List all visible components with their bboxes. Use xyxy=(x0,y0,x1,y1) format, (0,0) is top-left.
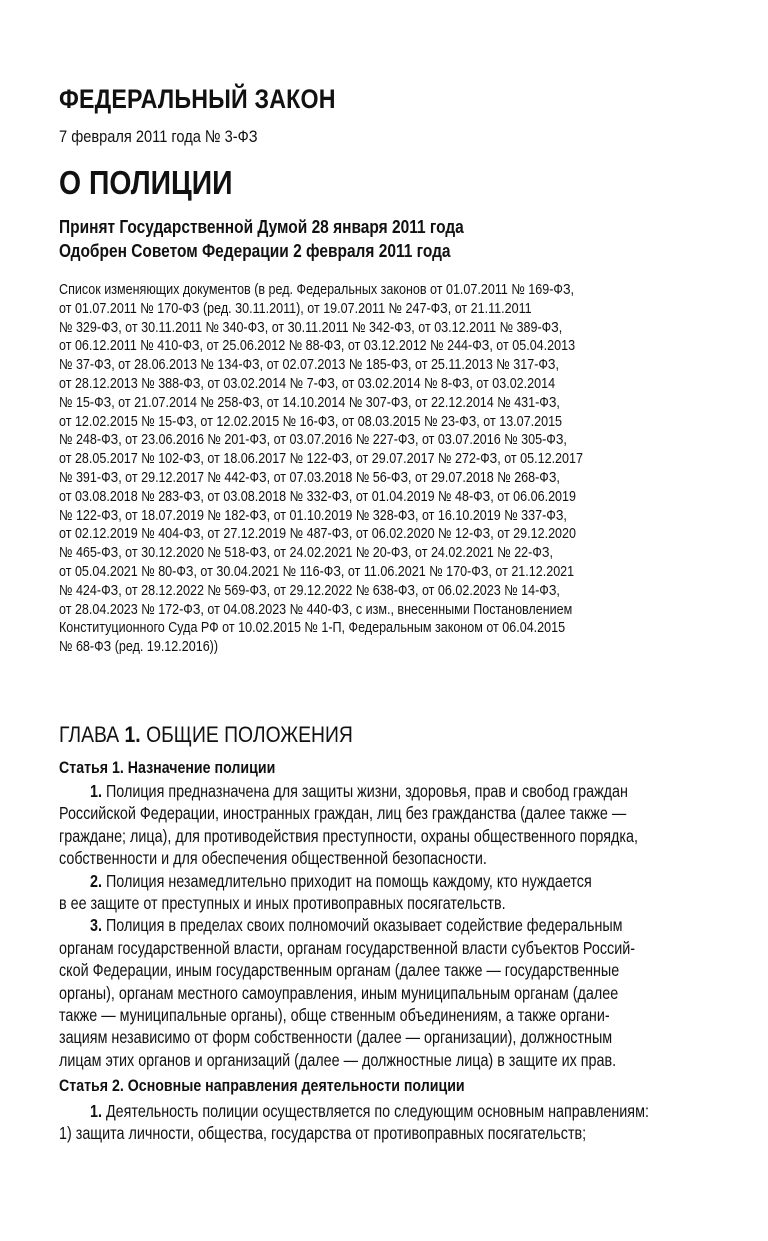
paragraph-text: зациям независимо от форм собственности (далее — организации), должностным xyxy=(59,1027,613,1048)
amendment-line: от 02.12.2019 № 404-ФЗ, от 27.12.2019 № 487-ФЗ, от 06.02.2020 № 12-ФЗ, от 29.12.2020 xyxy=(59,526,577,543)
body-line xyxy=(59,1004,768,1026)
amendment-line: № 15-ФЗ, от 21.07.2014 № 258-ФЗ, от 14.10.2014 № 307-ФЗ, от 22.12.2014 № 431-ФЗ, xyxy=(59,394,560,411)
law-type-heading: ФЕДЕРАЛЬНЫЙ ЗАКОН xyxy=(59,84,336,114)
paragraph-text: 1) защита личности, общества, государства от противоправных посягательств; xyxy=(59,1123,587,1144)
amendment-line: от 28.04.2023 № 172-ФЗ, от 04.08.2023 № 440-ФЗ, с изм., внесенными Постановлением xyxy=(59,601,573,618)
paragraph-number: 1. xyxy=(90,1101,102,1121)
amendment-line: № 424-ФЗ, от 28.12.2022 № 569-ФЗ, от 29.12.2022 № 638-ФЗ, от 06.02.2023 № 14-ФЗ, xyxy=(59,582,560,599)
body-line xyxy=(59,1049,768,1071)
amendment-line: № 465-ФЗ, от 30.12.2020 № 518-ФЗ, от 24.02.2021 № 20-ФЗ, от 24.02.2021 № 22-ФЗ, xyxy=(59,545,553,562)
paragraph-text: собственности и для обеспечения общественной безопасности. xyxy=(59,848,487,869)
body-line xyxy=(59,1122,768,1144)
amendment-line: № 37-ФЗ, от 28.06.2013 № 134-ФЗ, от 02.07.2013 № 185-ФЗ, от 25.11.2013 № 317-ФЗ, xyxy=(59,357,559,374)
amendment-line: от 12.02.2015 № 15-ФЗ, от 12.02.2015 № 16-ФЗ, от 08.03.2015 № 23-ФЗ, от 13.07.2015 xyxy=(59,413,563,430)
body-line xyxy=(59,914,768,936)
paragraph-text: лицам этих органов и организаций (далее — должностные лица) в защите их прав. xyxy=(59,1049,617,1070)
adopted-by-duma: Принят Государственной Думой 28 января 2011 года xyxy=(59,217,464,237)
paragraph-text: Полиция предназначена для защиты жизни, здоровья, прав и свобод граждан xyxy=(101,781,628,801)
chapter-prefix: ГЛАВА xyxy=(59,722,125,747)
amendment-line: от 01.07.2011 № 170-ФЗ (ред. 30.11.2011), от 19.07.2011 № 247-ФЗ, от 21.11.2011 xyxy=(59,300,532,317)
chapter-number: 1. xyxy=(124,722,141,747)
body-line xyxy=(59,937,768,959)
amendment-line: от 28.05.2017 № 102-ФЗ, от 18.06.2017 № 122-ФЗ, от 29.07.2017 № 272-ФЗ, от 05.12.2017 xyxy=(59,451,583,468)
body-line xyxy=(59,847,768,869)
paragraph-text: органы), органам местного самоуправления, иным муниципальным органам (далее xyxy=(59,982,619,1003)
paragraph-text: Полиция незамедлительно приходит на помощь каждому, кто нуждается xyxy=(101,870,592,891)
body-line xyxy=(59,1026,768,1048)
paragraph-text: в ее защите от преступных и иных противоправных посягательств. xyxy=(59,892,506,913)
article-1-title: Статья 1. Назначение полиции xyxy=(59,759,276,777)
law-title: О ПОЛИЦИИ xyxy=(59,164,233,201)
amendment-line: № 68-ФЗ (ред. 19.12.2016)) xyxy=(59,639,219,656)
body-line xyxy=(59,959,768,981)
law-date: 7 февраля 2011 года № 3-ФЗ xyxy=(59,127,258,146)
amendment-line: Конституционного Суда РФ от 10.02.2015 № 1-П, Федеральным законом от 06.04.2015 xyxy=(59,620,566,637)
paragraph-number: 1. xyxy=(90,781,102,801)
amendment-line: от 03.08.2018 № 283-ФЗ, от 03.08.2018 № 332-ФЗ, от 01.04.2019 № 48-ФЗ, от 06.06.2019 xyxy=(59,488,577,505)
amendment-line: Список изменяющих документов (в ред. Федеральных законов от 01.07.2011 № 169-ФЗ, xyxy=(59,282,575,298)
amendments-list xyxy=(59,281,768,657)
amendment-line: № 329-ФЗ, от 30.11.2011 № 340-ФЗ, от 30.11.2011 № 342-ФЗ, от 03.12.2011 № 389-ФЗ, xyxy=(59,319,563,336)
chapter-heading xyxy=(59,722,401,748)
paragraph-text: Деятельность полиции осуществляется по следующим основным направлениям: xyxy=(101,1101,649,1121)
body-line xyxy=(59,825,768,847)
paragraph-text: граждане; лица), для противодействия преступности, охраны общественного порядка, xyxy=(59,825,638,846)
body-line xyxy=(59,1100,768,1122)
paragraph-number: 2. xyxy=(90,870,102,891)
body-line xyxy=(59,802,768,824)
paragraph-text: Полиция в пределах своих полномочий оказывает содействие федеральным xyxy=(101,915,623,936)
body-line xyxy=(59,982,768,1004)
approved-by-council: Одобрен Советом Федерации 2 февраля 2011 года xyxy=(59,241,451,261)
amendment-line: № 248-ФЗ, от 23.06.2016 № 201-ФЗ, от 03.07.2016 № 227-ФЗ, от 03.07.2016 № 305-ФЗ, xyxy=(59,432,567,449)
body-line xyxy=(59,780,768,802)
article-2-body xyxy=(59,1100,768,1145)
paragraph-text: органам государственной власти, органам государственной власти субъектов Россий- xyxy=(59,937,636,958)
body-line xyxy=(59,870,768,892)
amendment-line: от 06.12.2011 № 410-ФЗ, от 25.06.2012 № 88-ФЗ, от 03.12.2012 № 244-ФЗ, от 05.04.2013 xyxy=(59,338,576,355)
amendment-line: № 122-ФЗ, от 18.07.2019 № 182-ФЗ, от 01.10.2019 № 328-ФЗ, от 16.10.2019 № 337-ФЗ, xyxy=(59,507,567,524)
paragraph-text: Российской Федерации, иностранных граждан, лиц без гражданства (далее также — xyxy=(59,803,627,824)
article-2-title: Статья 2. Основные направления деятельности полиции xyxy=(59,1077,465,1095)
chapter-title: ОБЩИЕ ПОЛОЖЕНИЯ xyxy=(140,722,353,747)
amendment-line: от 05.04.2021 № 80-ФЗ, от 30.04.2021 № 116-ФЗ, от 11.06.2021 № 170-ФЗ, от 21.12.2021 xyxy=(59,563,575,580)
amendment-line: № 391-ФЗ, от 29.12.2017 № 442-ФЗ, от 07.03.2018 № 56-ФЗ, от 29.07.2018 № 268-ФЗ, xyxy=(59,469,560,486)
paragraph-text: ской Федерации, иным государственным органам (далее также — государственные xyxy=(59,960,620,981)
body-line xyxy=(59,892,768,914)
paragraph-number: 3. xyxy=(90,915,102,936)
amendment-line: от 28.12.2013 № 388-ФЗ, от 03.02.2014 № 7-ФЗ, от 03.02.2014 № 8-ФЗ, от 03.02.2014 xyxy=(59,375,556,392)
article-1-body xyxy=(59,780,768,1071)
paragraph-text: также — муниципальные органы), обще ственным объединениям, а также органи- xyxy=(59,1004,610,1025)
